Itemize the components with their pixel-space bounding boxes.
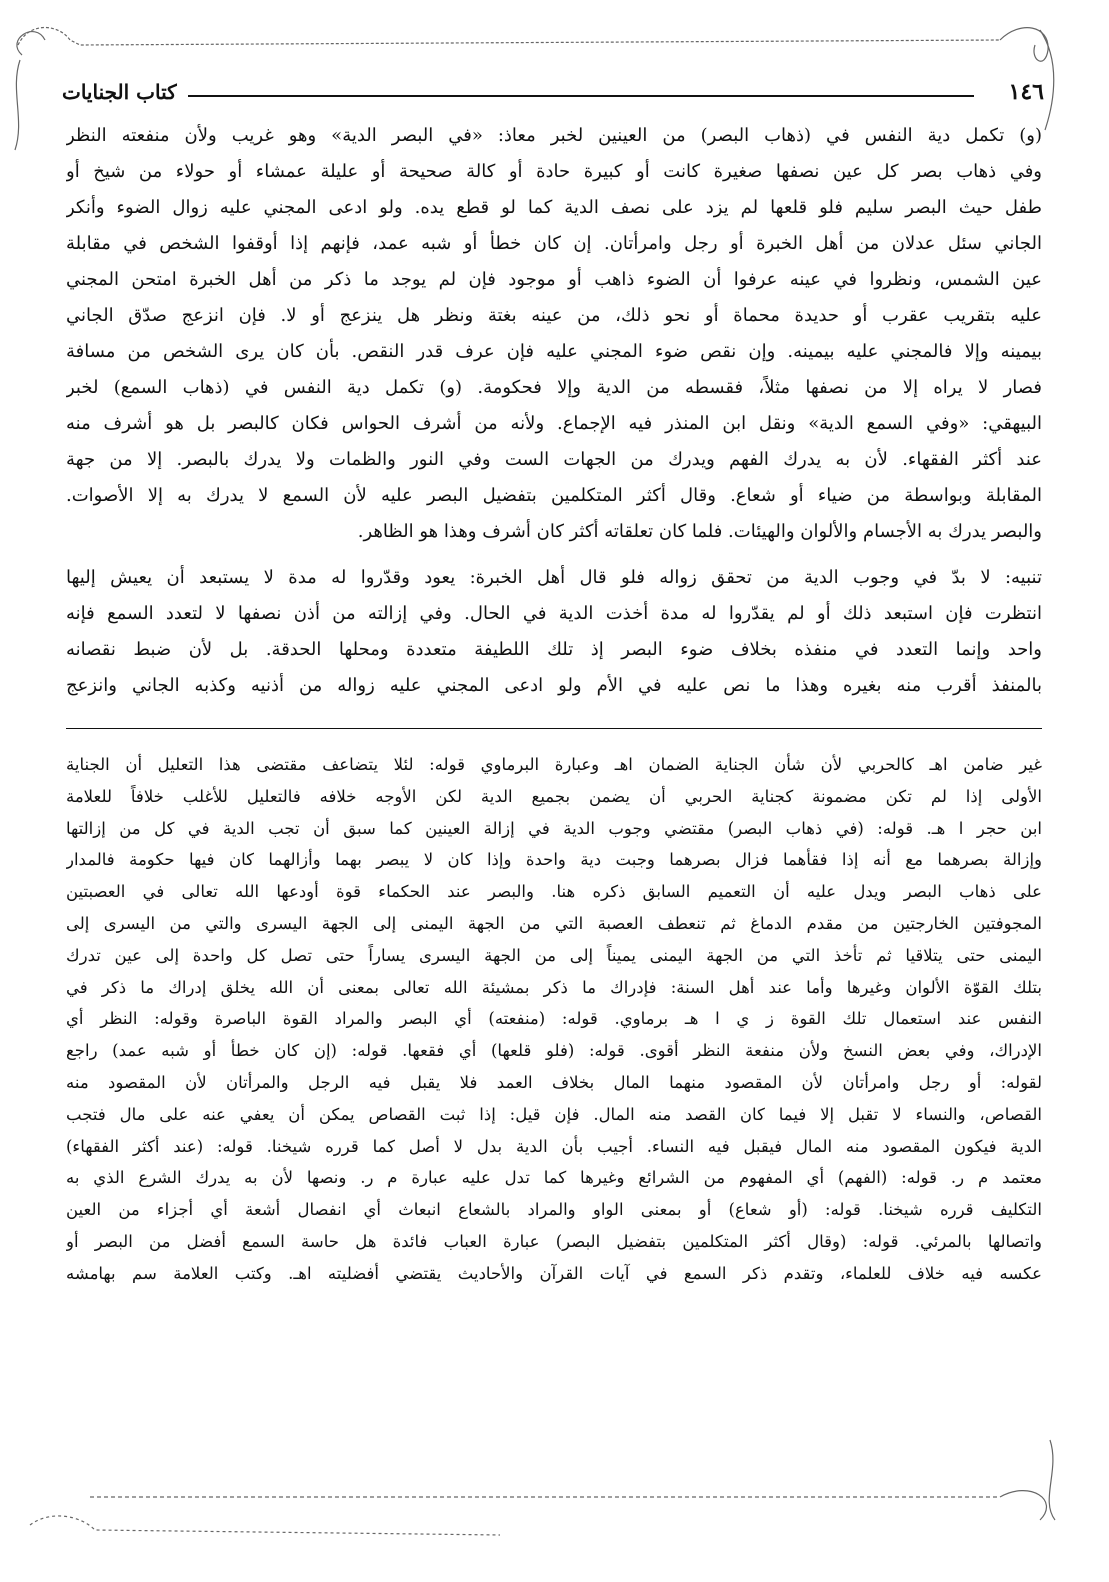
text-line: المقابلة وبواسطة من ضياء أو شعاع. وقال أكثر المتكلمين بتفضيل البصر عليه لأن السمع لا يدرك به إلا الأصوات.: [66, 485, 1042, 506]
text-line: بيمينه وإلا فالمجني عليه بيمينه. وإن نقص ضوء المجني عليه فإن عرف قدر النقص. بأن كان يرى الشخص من مسافة: [66, 341, 1042, 362]
text-line: (و) تكمل دية النفس في (ذهاب البصر) من العينين لخبر معاذ: «في البصر الدية» وهو غريب ولأن منفعته النظر: [66, 125, 1042, 146]
footnote-separator: [66, 728, 1042, 731]
footnote-line: معتمد م ر. قوله: (الفهم) أي المفهوم من الشرائع وغيرها كما تدل عليه عبارة م ر. ونصها لأن به يدرك الشرع الذي به: [66, 1168, 1042, 1188]
footnote-line: ابن حجر ا هـ. قوله: (في ذهاب البصر) مقتضي وجوب الدية في إزالة العينين كما سبق أن تجب الدية في كل من إزالتها: [66, 818, 1042, 838]
page-header: [62, 78, 1044, 110]
footnote-line: وإزالة بصرهما مع أنه إذا فقأهما فزال بصرهما وجبت دية واحدة وإذا كان لا يبصر بهما وأزالهما كان فيها حكومة فالمدار: [66, 850, 1042, 870]
page-body: [66, 118, 1042, 1290]
text-line: عند أكثر الفقهاء. لأن به يدرك الفهم ويدرك من الجهات الست وفي النور والظمات ولا يدرك بالبصر. إلا من جهة: [66, 449, 1042, 470]
page-number: ١٤٦: [1008, 79, 1044, 105]
footnote-line: الدية فيكون المقصود منه المال فيقبل فيه النساء. أجيب بأن الدية بدل لا أصل كما قرره شيخنا. قوله: (عند أكثر الفقهاء): [66, 1136, 1042, 1156]
footnote-line: لقوله: أو رجل وامرأتان لأن المقصود منهما المال بخلاف العمد فلا يقبل فيه الرجل والمرأتان لأن المقصود منه: [66, 1072, 1042, 1092]
footnote-line: النفس عند استعمال تلك القوة ز ي ا هـ برماوي. قوله: (منفعته) أي البصر والمراد القوة الباصرة وقوله: النظر أي: [66, 1009, 1042, 1029]
footnote-line: غير ضامن اهـ كالحربي لأن شأن الجناية الضمان اهـ وعبارة البرماوي قوله: لئلا يتضاعف مقتضى هذا التعليل أن الجناية: [66, 755, 1042, 774]
footnote-line: عكسه فيه خلاف للعلماء، وتقدم ذكر السمع في آيات القرآن والأحاديث يقتضي أفضليته اهـ. وكتب العلامة سم بهامشه: [66, 1263, 1042, 1283]
footnote-line: الإدراك، وفي بعض النسخ ولأن منفعة النظر أقوى. قوله: (فلو قلعها) أي فقعها. قوله: (إن كان خطأ أو شبه عمد) راجع: [66, 1041, 1042, 1061]
text-line: عليه بتقريب عقرب أو حديدة محماة أو نحو ذلك، من عينه بغتة ونظر هل ينزعج أو لا. فإن انزعج صدّق الجاني: [66, 305, 1042, 326]
main-paragraph: [66, 118, 1042, 550]
footnotes: [66, 749, 1042, 1290]
text-line: طفل حيث البصر سليم فلو قلعها لم يزد على نصف الدية كما لو قطع يده. ولو ادعى المجني عليه زوال الضوء وأنكر: [66, 197, 1042, 218]
text-line: وفي ذهاب بصر كل عين نصفها صغيرة كانت أو كبيرة حادة أو كالة صحيحة أو عليلة عمشاء أو حولاء من شيخ أو: [66, 161, 1042, 182]
footnote-line: الأولى إذا لم تكن مضمونة كجناية الحربي أن يضمن بجميع الدية لكن الأوجه خلافه فالتعليل للأغلب خلافاً للعلامة: [66, 786, 1042, 806]
footnote-line: بتلك القوّة الألوان وغيرها وأما عند أهل السنة: فإدراك ما ذكر بمشيئة الله تعالى بمعنى أن الله يخلق إدراك ما ذكر في: [66, 977, 1042, 997]
text-line: انتظرت فإن استبعد ذلك أو لم يقدّروا له مدة أخذت الدية في الحال. وفي إزالته من أذن نصفها لا لتعدد السمع فإنه: [66, 603, 1042, 624]
header-rule: [188, 95, 974, 97]
footnote-line: اليمنى حتى يتلاقيا ثم تأخذ التي من الجهة اليمنى يميناً إلى من الجهة اليسرى يساراً حتى تصل كل واحدة إلى عين تدرك: [66, 945, 1042, 965]
text-line: والبصر يدرك به الأجسام والألوان والهيئات. فلما كان تعلقاته أكثر كان أشرف وهذا هو الظاهر.: [357, 521, 1042, 542]
text-line: عين الشمس، ونظروا في عينه عرفوا أن الضوء ذاهب أو موجود فإن لم يوجد ما ذكر من أهل الخبرة امتحن المجني: [66, 269, 1042, 290]
text-line: الجاني سئل عدلان من أهل الخبرة أو رجل وامرأتان. إن كان خطأ أو شبه عمد، فإنهم إذا أوقفوا الشخص في مقابلة: [66, 233, 1042, 254]
text-line: بالمنفذ أقرب منه بغيره وهذا ما نص عليه في الأم ولو ادعى المجني عليه زواله من أذنيه وكذبه الجاني وانزعج: [66, 675, 1042, 696]
notice-paragraph: [66, 560, 1042, 704]
running-title: كتاب الجنايات: [62, 80, 177, 104]
text-line: واحد وإنما التعدد في منفذه بخلاف ضوء البصر إذ تلك اللطيفة متعددة ومحلها الحدقة. بل لأن ضبط نقصانه: [66, 639, 1042, 660]
footnote-line: واتصالها بالمرئي. قوله: (وقال أكثر المتكلمين بتفضيل البصر) عبارة العباب فائدة هل حاسة السمع أفضل من البصر أو: [66, 1231, 1042, 1251]
footnote-line: التكليف قرره شيخنا. قوله: (أو شعاع) أو بمعنى الواو والمراد بالشعاع انبعاث أي انفصال أشعة أي أجزاء من العين: [66, 1200, 1042, 1220]
footnote-line: المجوفتين الخارجتين من مقدم الدماغ ثم تنعطف العصبة التي من الجهة اليمنى إلى الجهة اليسرى والتي من اليسرى إلى: [66, 913, 1042, 933]
footnote-line: على ذهاب البصر ويدل عليه أن التعميم السابق ذكره هنا. والبصر عند الحكماء قوة أودعها الله تعالى في العصبتين: [66, 882, 1042, 902]
text-line: تنبيه: لا بدّ في وجوب الدية من تحقق زواله فلو قال أهل الخبرة: يعود وقدّروا له مدة لا يستبعد أن يعيش إليها: [66, 567, 1042, 588]
footnote-line: القصاص، والنساء لا تقبل إلا فيما كان القصد منه المال. فإن قيل: إذا ثبت القصاص يمكن أن يعفي عنه على مال فتجب: [66, 1104, 1042, 1124]
text-line: البيهقي: «وفي السمع الدية» ونقل ابن المنذر فيه الإجماع. ولأنه من أشرف الحواس فكان كالبصر بل هو أشرف منه: [66, 413, 1042, 434]
text-line: فصار لا يراه إلا من نصفها مثلاً، فقسطه من الدية وإلا فحكومة. (و) تكمل دية النفس في (ذهاب السمع) لخبر: [66, 377, 1042, 398]
